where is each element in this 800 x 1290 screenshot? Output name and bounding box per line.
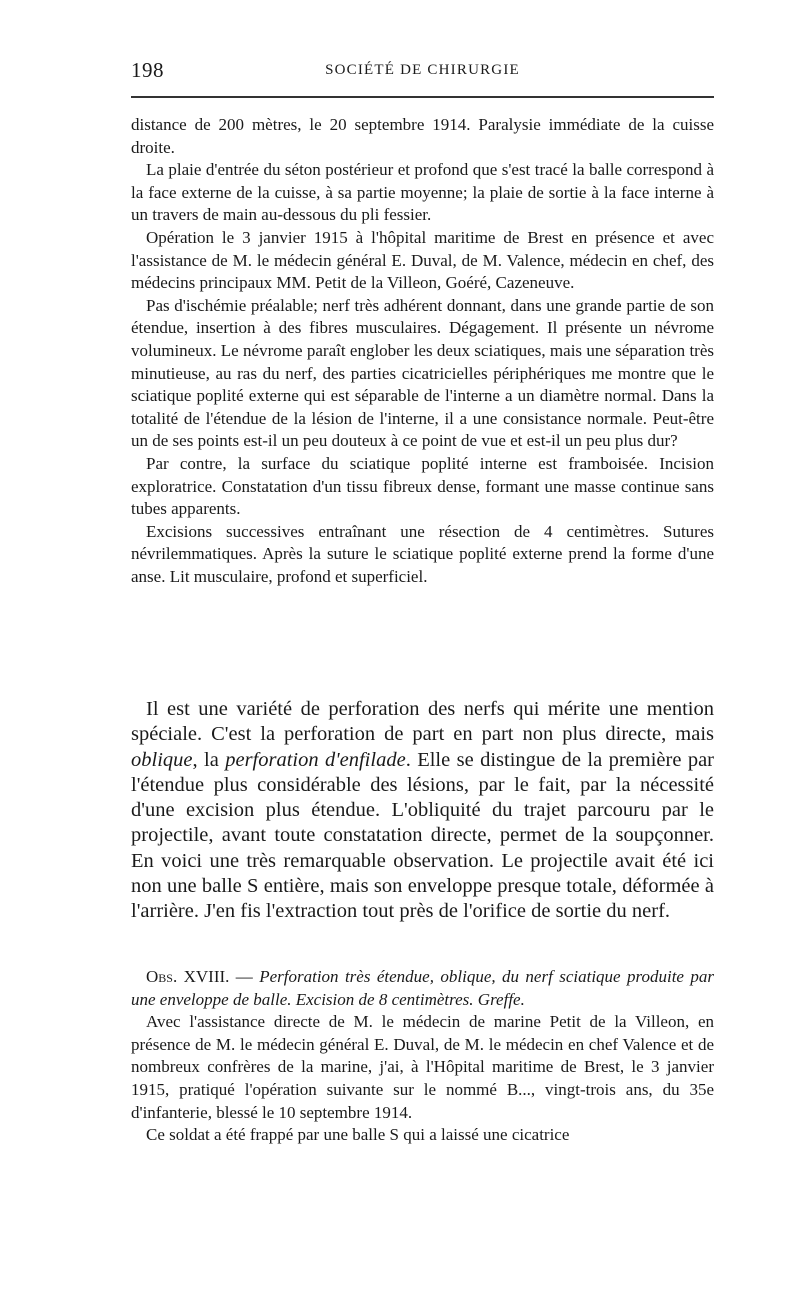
continuation-paragraph: Pas d'ischémie préalable; nerf très adhérent donnant, dans une grande partie de son étendue, insertion à des fibres musculaires. Dégagement. Il présente un névrome volumineux. Le névrome paraît englober les deux sciatiques, mais une séparation très minutieuse, au ras du nerf, des parties cicatricielles périphériques me montre que le sciatique poplité externe qui est séparable de l'interne a un diamètre normal. Dans la totalité de l'étendue de la lésion de l'interne, il a une consistance normale. Peut-être un de ses points est-il un peu douteux à ce point de vue et est-il un peu plus dur? bbox=[131, 295, 714, 451]
observation-title: Perforation très étendue, oblique, du nerf sciatique produite par une enveloppe de balle. Excision de 8 centimètres. Greffe. bbox=[131, 967, 714, 1009]
main-text-italic: oblique bbox=[131, 748, 193, 771]
continuation-paragraph: La plaie d'entrée du séton postérieur et profond que s'est tracé la balle correspond à la face externe de la cuisse, à sa partie moyenne; la plaie de sortie à la face interne à un travers de main au-dessous du pli fessier. bbox=[131, 160, 714, 225]
observation-continuation bbox=[131, 114, 714, 588]
main-text-part: Il est une variété de perforation des nerfs qui mérite une mention spéciale. C'est la perforation de part en part non plus directe, mais bbox=[131, 698, 714, 746]
page-number: 198 bbox=[131, 58, 164, 82]
main-text-part: . Elle se distingue de la première par l'étendue plus considérable des lésions, par le fait, par la nécessité d'une excision plus étendue. L'obliquité du trajet parcouru par le projectile, avant toute constatation directe, permet de la soupçonner. En voici une très remarquable observation. Le projectile avait été ici non une balle S entière, mais son enveloppe presque totale, déformée à l'arrière. J'en fis l'extraction tout près de l'orifice de sortie du nerf. bbox=[131, 748, 715, 923]
main-paragraph bbox=[131, 697, 714, 925]
observation-xviii bbox=[131, 966, 714, 1147]
main-text-italic: perforation d'enfilade bbox=[225, 748, 406, 771]
main-text-part: , la bbox=[192, 748, 226, 771]
observation-paragraph: Ce soldat a été frappé par une balle S qui a laissé une cicatrice bbox=[146, 1125, 570, 1145]
continuation-paragraph: distance de 200 mètres, le 20 septembre 1914. Paralysie immédiate de la cuisse droite. bbox=[131, 115, 714, 157]
main-body-text bbox=[131, 697, 714, 925]
running-head: SOCIÉTÉ DE CHIRURGIE bbox=[325, 62, 520, 78]
continuation-paragraph: Opération le 3 janvier 1915 à l'hôpital maritime de Brest en présence et avec l'assistance de M. le médecin général E. Duval, de M. Valence, médecin en chef, des médecins principaux MM. Petit de la Villeon, Goéré, Cazeneuve. bbox=[131, 227, 714, 293]
observation-heading bbox=[131, 966, 714, 1011]
continuation-paragraph: Excisions successives entraînant une résection de 4 centimètres. Sutures névrilemmatiques. Après la suture le sciatique poplité externe prend la forme d'une anse. Lit musculaire, profond et superficiel. bbox=[131, 521, 714, 586]
continuation-paragraph: Par contre, la surface du sciatique poplité interne est framboisée. Incision exploratrice. Constatation d'un tissu fibreux dense, formant une masse continue sans tubes apparents. bbox=[131, 453, 714, 519]
observation-dash: — bbox=[229, 967, 260, 986]
observation-label: Obs. XVIII. bbox=[146, 967, 230, 986]
page-header bbox=[131, 58, 714, 88]
header-rule bbox=[131, 96, 714, 98]
observation-paragraph: Avec l'assistance directe de M. le médecin de marine Petit de la Villeon, en présence de M. le médecin général E. Duval, de M. le médecin en chef Valence et de nombreux confrères de la marine, j'ai, à l'Hôpital maritime de Brest, le 3 janvier 1915, pratiqué l'opération suivante sur le nommé B..., vingt-trois ans, du 35e d'infanterie, blessé le 10 septembre 1914. bbox=[131, 1012, 714, 1122]
